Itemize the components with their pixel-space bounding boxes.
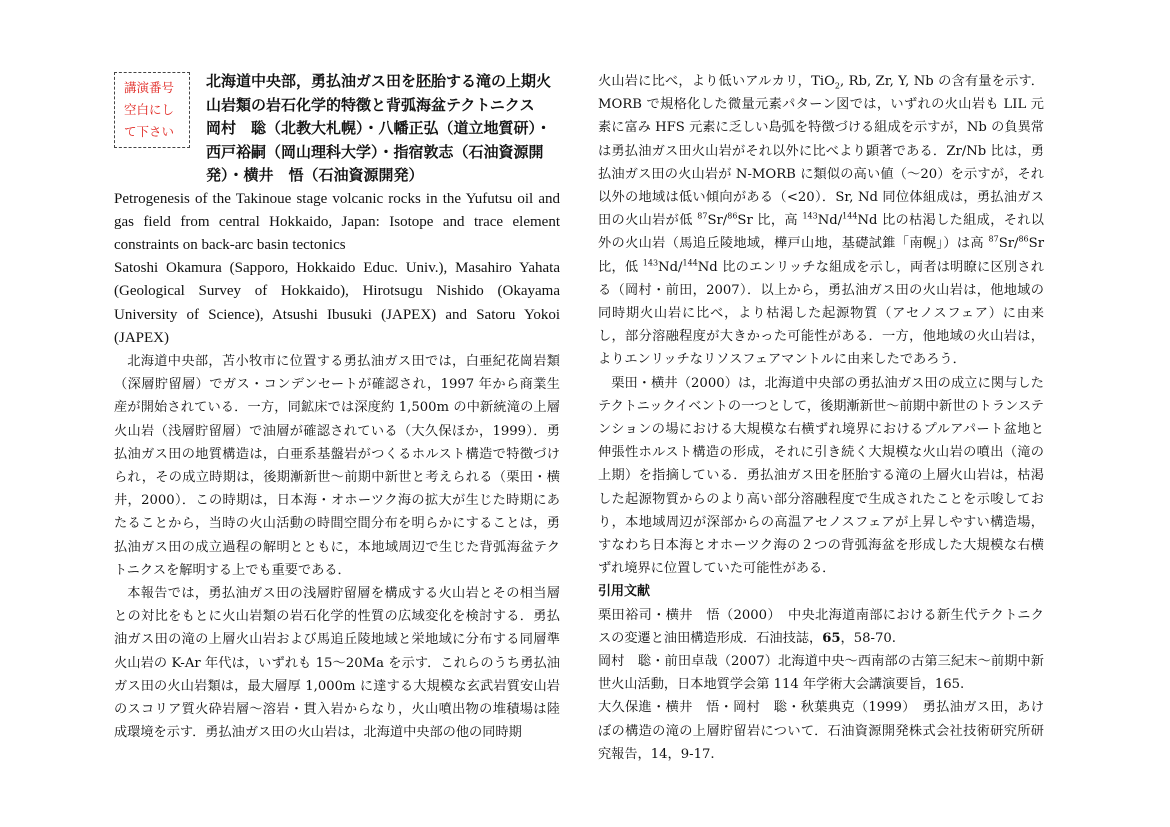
reference-2: 岡村 聡・前田卓哉（2007）北海道中央～西南部の古第三紀末～前期中新世火山活動，日本地質学会第 114 年学術大会講演要旨，165. (598, 654, 1044, 693)
authors-japanese: 岡村 聡（北教大札幌）・八幡正弘（道立地質研）・西戸裕嗣（岡山理科大学）・指宿敦志（石油資源開発）・横井 悟（石油資源開発） (206, 119, 552, 184)
p3-text-g: Sr/ (998, 236, 1019, 252)
p3-text-f: Nd 比の枯渇した組成，それ以外の火山岩（馬追丘陵地域，樺戸山地，基礎試錐「南幌」）は高 (598, 213, 1044, 252)
p3-sub: 2 (834, 81, 840, 91)
references-heading: 引用文献 (598, 584, 651, 600)
p3-sup-3: 143 (802, 211, 818, 221)
p3-text-b: , Rb, Zr, Y, Nb の含有量を示す．MORB で規格化した微量元素パターン図では，いずれの火山岩も LIL 元素に富み HFS 元素に乏しい島弧を特徴づける組成を示すが，Nb の負異常は勇払油ガス田火山岩がそれ以外に比べより顕著である．Zr/Nb 比は，勇払油ガス田の火山岩が N-MORB に類似の高い値（～20）を示すが，それ以外の地域は低い傾向がある（<20）．Sr, Nd 同位体組成は，勇払油ガス田の火山岩が低 (598, 74, 1044, 229)
ref1-pages: ，58-70. (840, 630, 896, 646)
ref1-volume: 65 (822, 630, 841, 646)
p3-sup-5: 87 (988, 235, 999, 245)
right-column (598, 70, 1044, 766)
p3-sup-8: 144 (682, 258, 698, 268)
ref1-text: 栗田裕司・横井 悟（2000） 中央北海道南部における新生代テクトニクスの変遷と油田構造形成．石油技誌， (598, 607, 1044, 646)
p3-sup-1: 87 (697, 211, 708, 221)
p3-text-a: 火山岩に比べ，より低いアルカリ，TiO (598, 74, 835, 89)
authors-english: Satoshi Okamura (Sapporo, Hokkaido Educ. Univ.), Masahiro Yahata (Geological Survey of Hokkaido), Hirotsugu Nishido (Okayama University of Science), Atsushi Ibusuki (JAPEX) and Satoru Yokoi (JAPEX) (114, 260, 560, 346)
stamp-line-1: 講演番号 (124, 80, 175, 95)
presentation-number-box (114, 72, 190, 148)
p3-text-e: Nd/ (817, 213, 843, 229)
title-english: Petrogenesis of the Takinoue stage volcanic rocks in the Yufutsu oil and gas field from central Hokkaido, Japan: Isotope and trace element constraints on back-arc basin tectonics (114, 190, 560, 253)
p3-sup-6: 86 (1018, 235, 1029, 245)
p3-sup-7: 143 (642, 258, 659, 268)
body-paragraph-1: 北海道中央部，苫小牧市に位置する勇払油ガス田では，白亜紀花崗岩類（深層貯留層）でガス・コンデンセートが確認され，1997 年から商業生産が開始されている．一方，同鉱床では深度約 1,500m の中新統滝の上層火山岩（浅層貯留層）で油層が確認されている（大久保ほか，1999）．勇払油ガス田の地質構造は，白亜系基盤岩がつくるホルスト構造で特徴づけられ，その成立時期は，後期漸新世～前期中新世と考えられる（栗田・横井，2000）．この時期は，日本海・オホーツク海の拡大が生じた時期にあたることから，当時の火山活動の時間空間分布を明らかにすることは，勇払油ガス田の成立過程の解明とともに，本地域周辺で生じた背弧海盆テクトニクスを解明する上でも重要である． (114, 353, 560, 578)
p3-text-i: Nd/ (658, 259, 683, 275)
p3-text-c: Sr/ (707, 213, 728, 229)
body-paragraph-4: 栗田・横井（2000）は，北海道中央部の勇払油ガス田の成立に関与したテクトニックイベントの一つとして，後期漸新世～前期中新世のトランステンションの場における大規模な右横ずれ境界におけるプルアパート盆地と伸張性ホルスト構造の形成，それに引き続く大規模な火山岩の噴出（滝の上期）を指摘している．勇払油ガス田を胚胎する滝の上層火山岩は，枯渇した起源物質からのより高い部分溶融程度で生成されたことを示唆しており，本地域周辺が深部からの高温アセノスフェアが上昇しやすい構造場，すなわち日本海とオホーツク海の２つの背弧海盆を形成した大規模な右横ずれ境界に位置していた可能性がある． (598, 375, 1044, 577)
body-paragraph-2: 本報告では，勇払油ガス田の浅層貯留層を構成する火山岩とその相当層との対比をもとに火山岩類の岩石化学的性質の広域変化を検討する．勇払油ガス田の滝の上層火山岩および馬追丘陵地域と栄地域に分布する同層準火山岩の K-Ar 年代は，いずれも 15～20Ma を示す．これらのうち勇払油ガス田の火山岩類は，最大層厚 1,000m に達する大規模な玄武岩質安山岩のスコリア質火砕岩層～溶岩・貫入岩からなり，火山噴出物の堆積場は陸成環境を示す．勇払油ガス田の火山岩は，北海道中央部の他の同時期 (114, 585, 560, 741)
p3-text-h: Sr 比，低 (598, 236, 1044, 275)
japanese-heading (206, 70, 560, 188)
p3-text-j: Nd 比のエンリッチな組成を示し，両者は明瞭に区別される（岡村・前田，2007）．以上から，勇払油ガス田の火山岩は，他地域の同時期火山岩に比べ，より枯渇した起源物質（アセノスフェア）に由来し，部分溶融程度が大きかった可能性がある．一方，他地域の火山岩は，よりエンリッチなリソスフェアマントルに由来したであろう． (598, 259, 1044, 368)
header-block (114, 70, 560, 188)
stamp-line-2: 空白にし (124, 102, 175, 117)
p3-sup-2: 86 (727, 211, 738, 221)
stamp-line-3: て下さい (124, 124, 175, 139)
reference-1 (598, 604, 1044, 650)
body-paragraph-3 (598, 70, 1044, 372)
p3-sup-4: 144 (842, 211, 858, 221)
title-japanese: 北海道中央部，勇払油ガス田を胚胎する滝の上期火山岩類の岩石化学的特徴と背弧海盆テクトニクス (206, 72, 552, 114)
reference-3: 大久保進・横井 悟・岡村 聡・秋葉典克（1999） 勇払油ガス田，あけぼの構造の滝の上層貯留岩について．石油資源開発株式会社技術研究所研究報告，14，9-17. (598, 700, 1044, 762)
left-column (114, 70, 560, 744)
p3-text-d: Sr 比，高 (737, 213, 803, 229)
